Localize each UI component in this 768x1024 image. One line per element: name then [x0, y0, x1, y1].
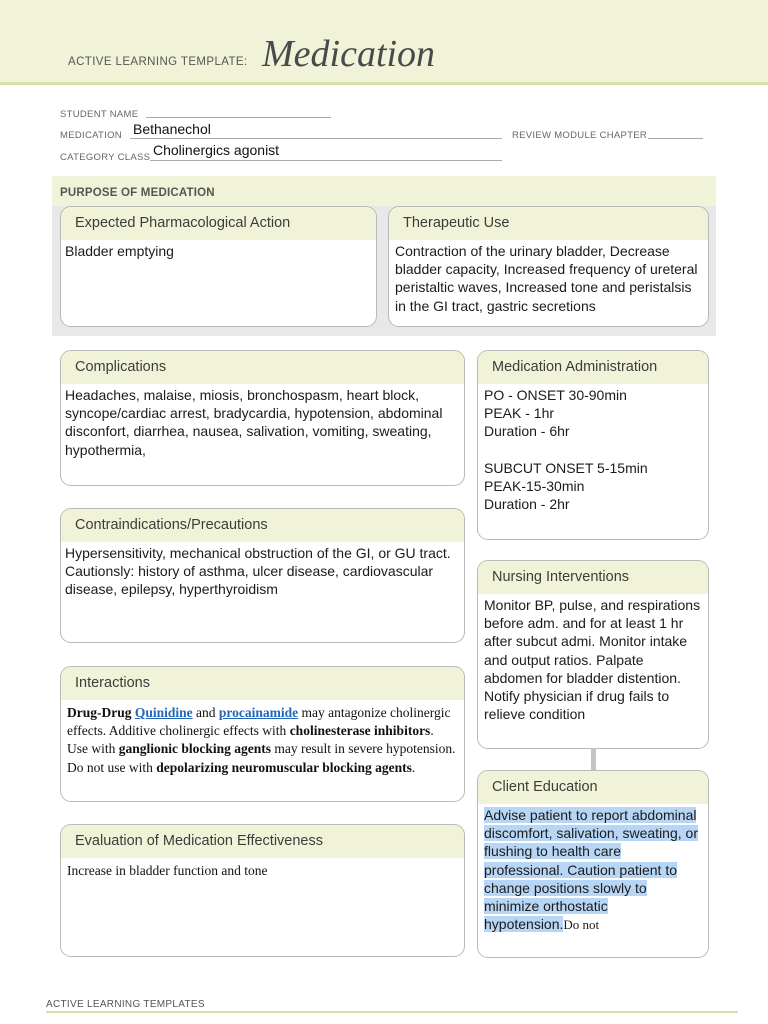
- evaluation-box: [60, 824, 465, 957]
- purpose-label: PURPOSE OF MEDICATION: [60, 187, 215, 199]
- client-education-text[interactable]: [478, 804, 708, 934]
- nursing-interventions-text[interactable]: Monitor BP, pulse, and respirations before adm. and for at least 1 hr after subcut admi. Monitor intake and output ratios. Palpate abdomen for bladder distention. Notify physician if drug fails to relieve condition: [484, 597, 701, 723]
- procainamide-link[interactable]: procainamide: [218, 705, 299, 720]
- interactions-box: [60, 666, 465, 802]
- interactions-text-2: . Use with: [67, 723, 434, 757]
- complications-text[interactable]: Headaches, malaise, miosis, bronchospasm, heart block, syncope/cardiac arrest, bradycardia, hypotension, abdominal disconfort, diarrhea, nausea, salivation, vomiting, sweating, hypothermia,: [65, 387, 443, 458]
- interactions-title: Interactions: [61, 667, 464, 700]
- page-title: Medication: [262, 33, 436, 75]
- subcut-peak: PEAK-15-30min: [484, 477, 585, 494]
- interactions-text-1: may antagonize cholinergic effects. Additive cholinergic effects with: [67, 705, 451, 739]
- expected-action-text[interactable]: Bladder emptying: [65, 243, 174, 259]
- medication-label: MEDICATION: [60, 130, 122, 141]
- category-class-label: CATEGORY CLASS: [60, 152, 151, 163]
- nursing-interventions-box: [477, 560, 709, 749]
- and-text: and: [196, 705, 216, 720]
- contraindications-text[interactable]: [61, 542, 464, 599]
- interactions-text[interactable]: [61, 700, 464, 777]
- evaluation-text[interactable]: Increase in bladder function and tone: [67, 863, 268, 878]
- evaluation-title: Evaluation of Medication Effectiveness: [61, 825, 464, 858]
- cholinesterase-inhibitors: cholinesterase inhibitors: [289, 723, 431, 739]
- expected-action-box: [60, 206, 377, 327]
- ganglionic-blocking-agents: ganglionic blocking agents: [118, 741, 272, 757]
- medication-administration-title: Medication Administration: [478, 351, 708, 384]
- therapeutic-use-box: [388, 206, 709, 327]
- footer-line: [46, 1011, 738, 1013]
- medication-administration-box: [477, 350, 709, 540]
- student-name-line: [146, 117, 331, 118]
- expected-action-title: Expected Pharmacological Action: [61, 207, 376, 240]
- contraindications-box: [60, 508, 465, 643]
- footer-label: ACTIVE LEARNING TEMPLATES: [46, 999, 205, 1010]
- review-module-line: [648, 138, 703, 139]
- complications-box: [60, 350, 465, 486]
- contraindications-title: Contraindications/Precautions: [61, 509, 464, 542]
- client-education-tail: Do not: [563, 917, 600, 933]
- spacer: [484, 441, 704, 459]
- subcut-onset: SUBCUT ONSET 5-15min: [484, 459, 648, 476]
- client-education-highlighted: Advise patient to report abdominal discomfort, salivation, sweating, or flushing to health care professional. Caution patient to change positions slowly to minimize orthostatic hypotension.: [484, 807, 698, 933]
- contraindications-line-1: Hypersensitivity, mechanical obstruction of the GI, or GU tract.: [65, 545, 451, 561]
- quinidine-link[interactable]: Quinidine: [134, 705, 193, 720]
- client-education-title: Client Education: [478, 771, 708, 804]
- client-education-box: [477, 770, 709, 958]
- review-module-label: REVIEW MODULE CHAPTER: [512, 130, 648, 141]
- interactions-text-4: .: [411, 759, 416, 775]
- po-onset: PO - ONSET 30-90min: [484, 387, 627, 403]
- drug-drug-label: Drug-Drug: [67, 705, 132, 720]
- interactions-text-3: may result in severe hypotension. Do not use with: [67, 741, 456, 775]
- subcut-duration: Duration - 2hr: [484, 496, 570, 513]
- nursing-interventions-title: Nursing Interventions: [478, 561, 708, 594]
- category-class-field[interactable]: Cholinergics agonist: [153, 142, 280, 158]
- medication-administration-text[interactable]: [478, 384, 708, 513]
- template-label: ACTIVE LEARNING TEMPLATE:: [68, 56, 248, 68]
- po-peak: PEAK - 1hr: [484, 405, 555, 422]
- depolarizing-agents: depolarizing neuromuscular blocking agents: [156, 759, 412, 775]
- medication-field[interactable]: Bethanechol: [133, 121, 211, 137]
- therapeutic-use-text[interactable]: Contraction of the urinary bladder, Decrease bladder capacity, Increased frequency of ureteral peristaltic waves, Increased tone and peristalsis in the GI tract, gastric secretions: [395, 243, 698, 314]
- category-class-line: [150, 160, 502, 161]
- contraindications-line-2: Cautionsly: history of asthma, ulcer disease, cardiovascular disease, epilepsy, hyperthyroidism: [65, 563, 434, 598]
- medication-line: [130, 138, 502, 139]
- student-name-label: STUDENT NAME: [60, 109, 139, 120]
- connector: [591, 748, 596, 770]
- therapeutic-use-title: Therapeutic Use: [389, 207, 708, 240]
- po-duration: Duration - 6hr: [484, 423, 570, 440]
- complications-title: Complications: [61, 351, 464, 384]
